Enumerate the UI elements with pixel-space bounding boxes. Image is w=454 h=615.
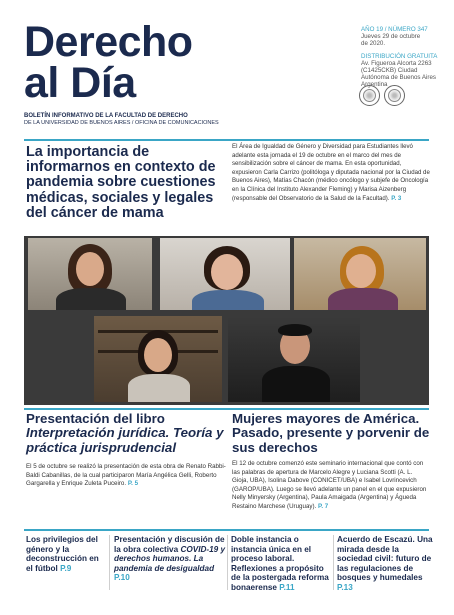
address-line4: Argentina bbox=[361, 81, 388, 89]
masthead-title-line2: al Día bbox=[24, 59, 136, 107]
bottom-divider bbox=[24, 529, 429, 531]
participant-tile bbox=[228, 316, 360, 402]
participant-tile bbox=[160, 238, 290, 310]
teaser-text: Doble instancia o instancia única en el proceso laboral. Reflexiones a propósito de la postergada reforma bonaerense bbox=[231, 535, 329, 592]
address-line2: (C1425CKB) Ciudad bbox=[361, 67, 418, 75]
masthead-subtitle-line2: DE LA UNIVERSIDAD DE BUENOS AIRES / OFICINA DE COMUNICACIONES bbox=[24, 120, 219, 126]
teaser-text: Presentación y discusión de la obra colectiva bbox=[114, 535, 225, 554]
article-left-body-text: El 5 de octubre se realizó la presentación de esta obra de Renato Rabbi-Baldi Cabanillas, de la cual participaron María Angélica Gelli, Roberto Gargarella y Enrique Zuleta Puceiro. bbox=[26, 463, 226, 488]
article-left-headline bbox=[26, 412, 226, 455]
lead-body bbox=[232, 143, 430, 203]
teaser-item[interactable] bbox=[114, 535, 226, 583]
videoconference-photo bbox=[24, 236, 429, 405]
teaser-page-ref: P.13 bbox=[337, 582, 353, 592]
teaser-page-ref: P.9 bbox=[60, 563, 72, 573]
article-right-body bbox=[232, 460, 430, 512]
university-seal-icon bbox=[359, 85, 380, 106]
issue-date-line1: Jueves 29 de octubre bbox=[361, 33, 421, 41]
address-line3: Autónoma de Buenos Aires bbox=[361, 74, 436, 82]
article-left-headline-line1: Presentación del libro bbox=[26, 411, 165, 426]
article-left-page-ref: P. 5 bbox=[127, 480, 139, 488]
teaser-page-ref: P.11 bbox=[279, 582, 295, 592]
article-left-headline-italic: Interpretación jurídica. Teoría y práctica jurisprudencial bbox=[26, 425, 224, 455]
top-divider bbox=[24, 139, 429, 141]
teaser-item[interactable] bbox=[337, 535, 433, 593]
participant-tile bbox=[94, 316, 222, 402]
teaser-item[interactable] bbox=[231, 535, 331, 593]
masthead-subtitle bbox=[24, 113, 234, 127]
lead-page-ref: P. 3 bbox=[391, 194, 402, 202]
masthead-title bbox=[24, 18, 224, 107]
article-right-page-ref: P. 7 bbox=[318, 502, 329, 510]
teaser-page-ref: P.10 bbox=[114, 573, 130, 583]
issue-number: AÑO 19 / NÚMERO 347 bbox=[361, 26, 428, 33]
teaser-divider bbox=[227, 535, 228, 590]
teaser-text: Los privilegios del género y la deconstrucción en el fútbol bbox=[26, 535, 99, 573]
issue-info bbox=[361, 26, 441, 89]
distribution-label: DISTRIBUCIÓN GRATUITA bbox=[361, 52, 438, 60]
seals bbox=[359, 85, 405, 106]
teaser-item[interactable] bbox=[26, 535, 106, 573]
teaser-text: Acuerdo de Escazú. Una mirada desde la sociedad civil: futuro de las regulaciones de bosques y humedales bbox=[337, 535, 433, 583]
address-line1: Av. Figueroa Alcorta 2263 bbox=[361, 59, 432, 67]
participant-tile bbox=[28, 238, 152, 310]
article-right-body-text: El 12 de octubre comenzó este seminario internacional que contó con las palabras de apertura de Marcelo Alegre y Luciana Scotti (A. L. Gioja, UBA), Isolina Dabove (CONICET/UBA) e Isabel Lovrincevich (GAROP/UBA). Luego se llevó adelante un panel en el que expusieron Nelly Minyersky (Argentina), Paula Amaigada (Argentina) y Águeda Restaino Marchese (Uruguay). bbox=[232, 460, 427, 510]
article-left-body bbox=[26, 463, 226, 489]
article-right-headline: Mujeres mayores de América. Pasado, presente y porvenir de sus derechos bbox=[232, 411, 430, 455]
teaser-divider bbox=[109, 535, 110, 590]
participant-tile bbox=[294, 238, 426, 310]
lead-body-text: El Área de Igualdad de Género y Diversidad para Estudiantes llevó adelante esta jornada el 19 de octubre en el marco del mes de sensibilización sobre el cáncer de mama. En esta oportunidad, expusieron Carla Carrizo (politóloga y diputada nacional por la Ciudad de Buenos Aires), Matías Chacón (médico oncólogo y subjefe de Oncología en la Clínica del Instituto Alexander Fleming) y Marisa Aizenberg (responsable del Observatorio de la Salud de la Facultad). bbox=[232, 143, 430, 202]
masthead-title-line1: Derecho bbox=[24, 18, 193, 66]
issue-date-line2: de 2020. bbox=[361, 40, 386, 48]
lead-headline: La importancia de informarnos en contexto de pandemia sobre cuestiones médicas, sociales y legales del cáncer de mama bbox=[26, 144, 216, 221]
faculty-seal-icon bbox=[384, 85, 405, 106]
teaser-text-italic: COVID-19 y derechos humanos. La pandemia de desigualdad bbox=[114, 544, 226, 573]
masthead-subtitle-line1: BOLETÍN INFORMATIVO DE LA FACULTAD DE DERECHO bbox=[24, 113, 188, 119]
teaser-divider bbox=[333, 535, 334, 590]
middle-divider bbox=[24, 408, 429, 410]
